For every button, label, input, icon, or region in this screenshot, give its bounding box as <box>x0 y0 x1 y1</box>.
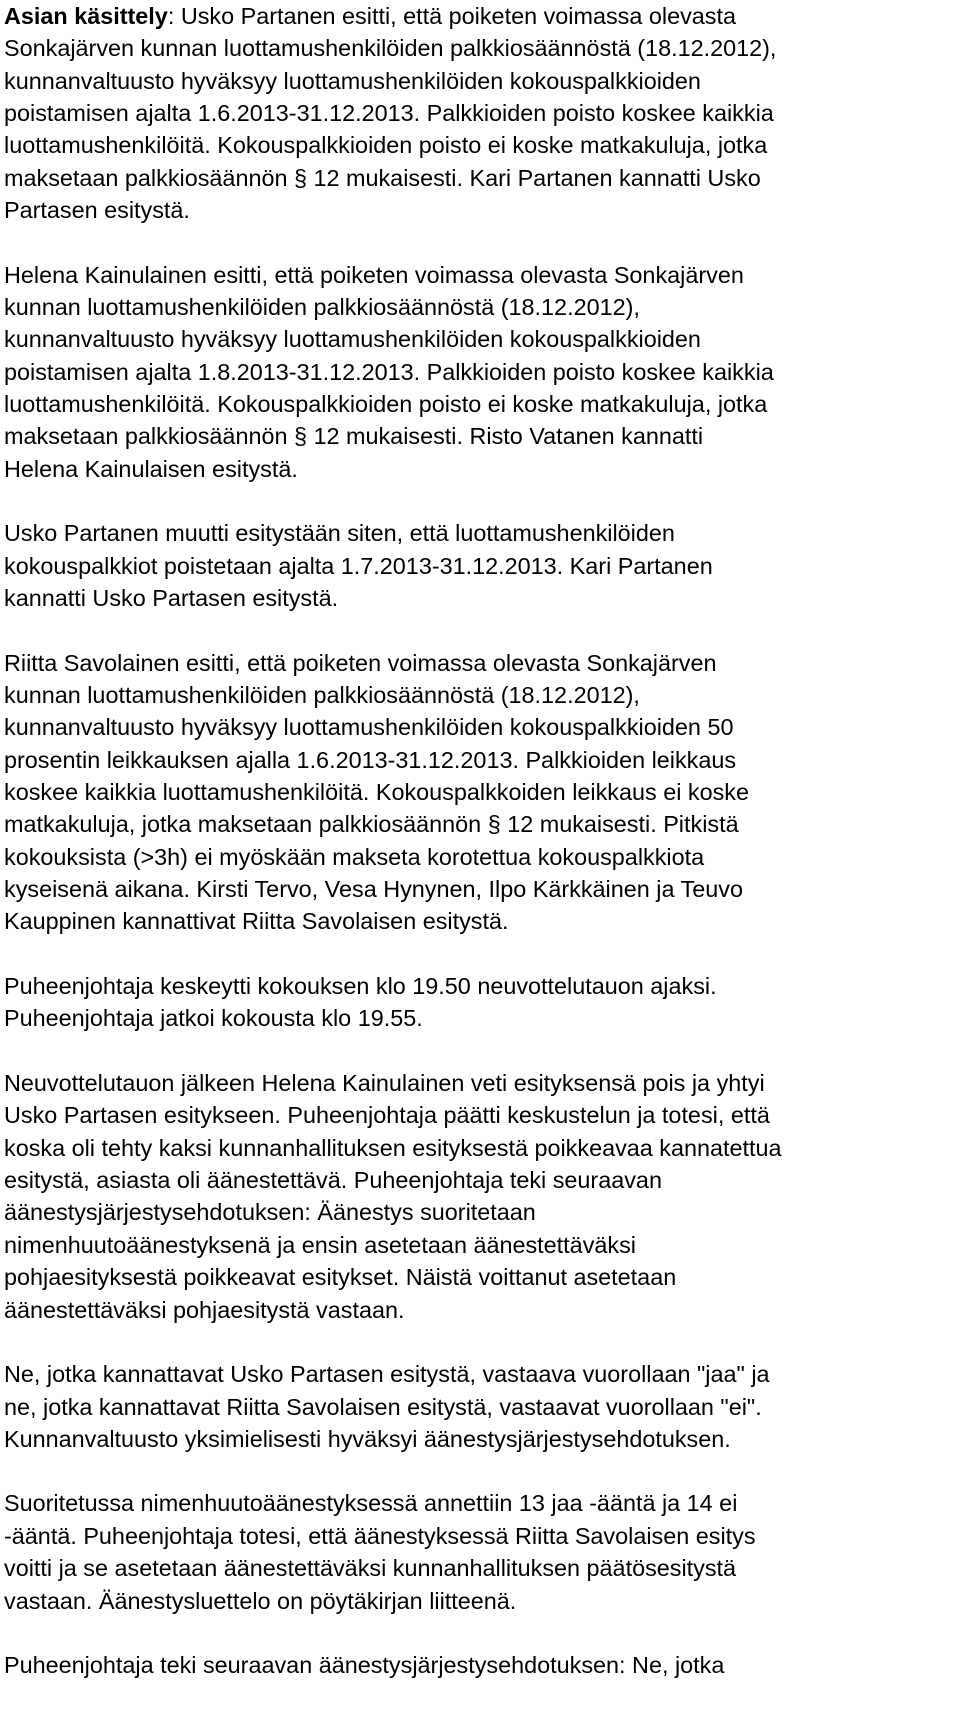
text-line <box>4 356 949 388</box>
text-line <box>4 744 949 776</box>
line-text: nimenhuutoäänestyksenä ja ensin asetetaan äänestettäväksi <box>4 1231 636 1258</box>
line-text: poistamisen ajalta 1.6.2013-31.12.2013. Palkkioiden poisto koskee kaikkia <box>4 100 774 127</box>
text-line <box>4 259 949 291</box>
line-text: kunnan luottamushenkilöiden palkkiosäännöstä (18.12.2012), <box>4 294 640 321</box>
text-line <box>4 970 949 1002</box>
text-line <box>4 1487 949 1519</box>
text-line <box>4 420 949 452</box>
text-line <box>4 1358 949 1390</box>
text-line <box>4 1294 949 1326</box>
text-line <box>4 1164 949 1196</box>
text-line <box>4 679 949 711</box>
text-line <box>4 32 949 64</box>
line-text: Sonkajärven kunnan luottamushenkilöiden palkkiosäännöstä (18.12.2012), <box>4 35 777 62</box>
document-paragraph <box>4 1067 949 1326</box>
document-paragraph <box>4 970 949 1035</box>
line-text: -ääntä. Puheenjohtaja totesi, että äänestyksessä Riitta Savolaisen esitys <box>4 1522 756 1549</box>
text-line <box>4 1423 949 1455</box>
line-text: pohjaesityksestä poikkeavat esitykset. Näistä voittanut asetetaan <box>4 1264 677 1291</box>
document-paragraph <box>4 1358 949 1455</box>
line-text: äänestettäväksi pohjaesitystä vastaan. <box>4 1296 405 1323</box>
text-line <box>4 1002 949 1034</box>
text-line <box>4 776 949 808</box>
line-text: Riitta Savolainen esitti, että poiketen voimassa olevasta Sonkajärven <box>4 649 717 676</box>
line-text: prosentin leikkauksen ajalla 1.6.2013-31.12.2013. Palkkioiden leikkaus <box>4 746 737 773</box>
line-text: Usko Partasen esitykseen. Puheenjohtaja päätti keskustelun ja totesi, että <box>4 1102 770 1129</box>
line-text: Kunnanvaltuusto yksimielisesti hyväksyi äänestysjärjestysehdotuksen. <box>4 1425 731 1452</box>
text-line <box>4 582 949 614</box>
document-paragraph <box>4 517 949 614</box>
text-line <box>4 647 949 679</box>
line-text: Partasen esitystä. <box>4 197 190 224</box>
line-text: maksetaan palkkiosäännön § 12 mukaisesti. Risto Vatanen kannatti <box>4 423 704 450</box>
line-text: maksetaan palkkiosäännön § 12 mukaisesti. Kari Partanen kannatti Usko <box>4 164 761 191</box>
section-label: Asian käsittely <box>4 3 168 29</box>
line-text: kunnanvaltuusto hyväksyy luottamushenkilöiden kokouspalkkioiden <box>4 326 701 353</box>
line-text: : Usko Partanen esitti, että poiketen voimassa olevasta <box>167 3 736 29</box>
line-text: koskee kaikkia luottamushenkilöitä. Kokouspalkkoiden leikkaus ei koske <box>4 779 750 806</box>
text-line <box>4 1649 949 1681</box>
text-line <box>4 1067 949 1099</box>
line-text: luottamushenkilöitä. Kokouspalkkioiden poisto ei koske matkakuluja, jotka <box>4 132 768 159</box>
text-line <box>4 905 949 937</box>
line-text: Helena Kainulainen esitti, että poiketen voimassa olevasta Sonkajärven <box>4 261 744 288</box>
line-text: kyseisenä aikana. Kirsti Tervo, Vesa Hynynen, Ilpo Kärkkäinen ja Teuvo <box>4 876 743 903</box>
text-line <box>4 1099 949 1131</box>
text-line <box>4 162 949 194</box>
text-line <box>4 550 949 582</box>
line-text: esitystä, asiasta oli äänestettävä. Puheenjohtaja teki seuraavan <box>4 1167 662 1194</box>
line-text: kunnanvaltuusto hyväksyy luottamushenkilöiden kokouspalkkioiden 50 <box>4 714 734 741</box>
document-page <box>4 0 949 1682</box>
document-paragraph <box>4 0 949 226</box>
text-line <box>4 1229 949 1261</box>
document-paragraph <box>4 259 949 485</box>
line-text: kunnan luottamushenkilöiden palkkiosäännöstä (18.12.2012), <box>4 682 640 709</box>
text-line <box>4 1585 949 1617</box>
line-text: Kauppinen kannattivat Riitta Savolaisen esitystä. <box>4 908 509 935</box>
line-text: Puheenjohtaja jatkoi kokousta klo 19.55. <box>4 1005 423 1032</box>
line-text: Helena Kainulaisen esitystä. <box>4 455 298 482</box>
line-text: Puheenjohtaja teki seuraavan äänestysjärjestysehdotuksen: Ne, jotka <box>4 1652 725 1679</box>
text-line <box>4 129 949 161</box>
line-text: voitti ja se asetetaan äänestettäväksi kunnanhallituksen päätösesitystä <box>4 1555 737 1582</box>
text-line <box>4 841 949 873</box>
line-text: poistamisen ajalta 1.8.2013-31.12.2013. Palkkioiden poisto koskee kaikkia <box>4 358 774 385</box>
line-text: kokouspalkkiot poistetaan ajalta 1.7.2013-31.12.2013. Kari Partanen <box>4 552 713 579</box>
text-line <box>4 1520 949 1552</box>
line-text: Neuvottelutauon jälkeen Helena Kainulainen veti esityksensä pois ja yhtyi <box>4 1070 765 1097</box>
text-line <box>4 1552 949 1584</box>
line-text: kokouksista (>3h) ei myöskään makseta korotettua kokouspalkkiota <box>4 843 705 870</box>
text-line <box>4 1196 949 1228</box>
text-line <box>4 517 949 549</box>
line-text: Usko Partanen muutti esitystään siten, että luottamushenkilöiden <box>4 520 675 547</box>
text-line <box>4 453 949 485</box>
line-text: matkakuluja, jotka maksetaan palkkiosäännön § 12 mukaisesti. Pitkistä <box>4 811 739 838</box>
line-text: Puheenjohtaja keskeytti kokouksen klo 19.50 neuvottelutauon ajaksi. <box>4 973 717 1000</box>
text-line <box>4 1391 949 1423</box>
line-text: Ne, jotka kannattavat Usko Partasen esitystä, vastaava vuorollaan "jaa" ja <box>4 1361 770 1388</box>
text-line <box>4 1132 949 1164</box>
text-line <box>4 323 949 355</box>
line-text: äänestysjärjestysehdotuksen: Äänestys suoritetaan <box>4 1199 536 1226</box>
text-line <box>4 808 949 840</box>
line-text: Suoritetussa nimenhuutoäänestyksessä annettiin 13 jaa -ääntä ja 14 ei <box>4 1490 738 1517</box>
text-line <box>4 0 949 32</box>
line-text: vastaan. Äänestysluettelo on pöytäkirjan liitteenä. <box>4 1587 517 1614</box>
text-line <box>4 97 949 129</box>
text-line <box>4 873 949 905</box>
text-line <box>4 388 949 420</box>
text-line <box>4 65 949 97</box>
text-line <box>4 1261 949 1293</box>
text-line <box>4 711 949 743</box>
document-paragraph <box>4 1487 949 1616</box>
line-text: kunnanvaltuusto hyväksyy luottamushenkilöiden kokouspalkkioiden <box>4 67 701 94</box>
document-paragraph <box>4 1649 949 1681</box>
text-line <box>4 194 949 226</box>
text-line <box>4 291 949 323</box>
document-paragraph <box>4 647 949 938</box>
line-text: kannatti Usko Partasen esitystä. <box>4 585 339 612</box>
line-text: koska oli tehty kaksi kunnanhallituksen esityksestä poikkeavaa kannatettua <box>4 1134 782 1161</box>
line-text: luottamushenkilöitä. Kokouspalkkioiden poisto ei koske matkakuluja, jotka <box>4 391 768 418</box>
line-text: ne, jotka kannattavat Riitta Savolaisen esitystä, vastaavat vuorollaan "ei". <box>4 1393 762 1420</box>
